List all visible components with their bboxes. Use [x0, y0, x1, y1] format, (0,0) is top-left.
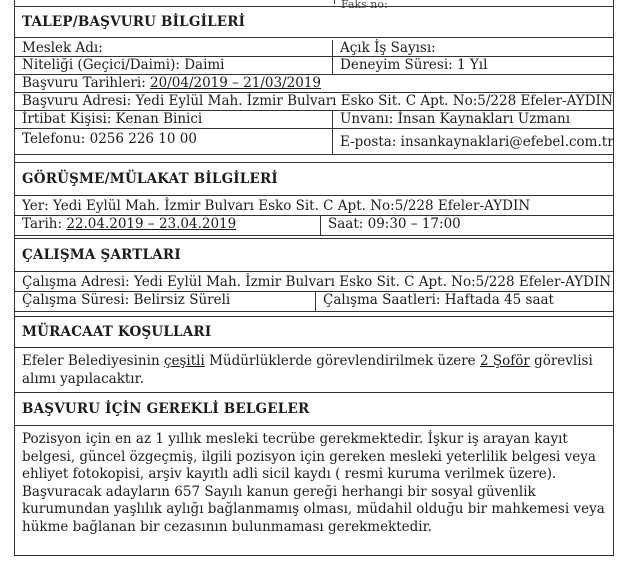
section-title-conditions: ÇALIŞMA ŞARTLARI	[14, 238, 614, 272]
phone-field: Telefonu: 0256 226 10 00	[22, 131, 197, 147]
row-application-address	[14, 93, 614, 111]
section-title-application: TALEP/BAŞVURU BİLGİLERİ	[14, 6, 614, 38]
application-dates: Başvuru Tarihleri: 20/04/2019 – 21/03/2019	[22, 75, 321, 91]
work-duration: Çalışma Süresi: Belirsiz Süreli	[22, 292, 231, 308]
contact-person: İrtibat Kişisi: Kenan Binici	[22, 111, 203, 127]
terms-line-2: alımı yapılacaktır.	[22, 370, 144, 387]
work-hours: Çalışma Saatleri: Haftada 45 saat	[323, 292, 554, 308]
documents-line: ehliyet fotokopisi, arşiv kayıtlı adli sicil kaydı ( resmi kuruma verilmek üzere).	[22, 466, 557, 482]
documents-line: hükme bağlanan bir cezasının bulunmaması gerekmektedir.	[22, 518, 432, 535]
row-work-address	[14, 274, 614, 292]
documents-line: belgesi, güncel özgeçmiş, ilgili pozisyon için gereken mesleki yeterlilik belgesi veya	[22, 448, 596, 465]
contact-title: Unvanı: İnsan Kaynakları Uzmanı	[340, 111, 571, 127]
row-contact	[14, 111, 614, 129]
work-address: Çalışma Adresi: Yedi Eylül Mah. İzmir Bulvarı Esko Sit. C Apt. No:5/228 Efeler-AYDIN	[22, 274, 612, 290]
experience-field: Deneyim Süresi: 1 Yıl	[340, 57, 488, 73]
terms-text	[14, 353, 614, 388]
row-occupation	[14, 40, 614, 57]
interview-time: Saat: 09:30 – 17:00	[328, 216, 461, 232]
row-interview-date	[14, 216, 614, 236]
email-field: E-posta: insankaynaklari@efebel.com.tr	[340, 134, 614, 150]
section-title-terms: MÜRACAAT KOŞULLARI	[14, 316, 614, 348]
row-phone-email	[14, 129, 614, 155]
interview-place: Yer: Yedi Eylül Mah. İzmir Bulvarı Esko Sit. C Apt. No:5/228 Efeler-AYDIN	[22, 198, 531, 214]
documents-line: Pozisyon için en az 1 yıllık mesleki tecrübe gerekmektedir. İşkur iş arayan kayıt	[22, 431, 568, 447]
occupation-label: Meslek Adı:	[22, 40, 103, 56]
documents-line: Başvuracak adayların 657 Sayılı kanun gereği herhangi bir sosyal güvenlik	[22, 483, 536, 500]
terms-line-1: Efeler Belediyesinin çeşitli Müdürlüklerde görevlendirilmek üzere 2 Şoför görevlisi	[22, 353, 593, 369]
application-dates-value: 20/04/2019 – 21/03/2019	[150, 75, 321, 91]
documents-text	[14, 431, 614, 536]
row-work-duration	[14, 292, 614, 312]
section-title-interview: GÖRÜŞME/MÜLAKAT BİLGİLERİ	[14, 162, 614, 196]
terms-driver-count: 2 Şoför	[479, 353, 530, 369]
row-nature	[14, 57, 614, 75]
open-positions-label: Açık İş Sayısı:	[340, 40, 436, 56]
job-posting-form	[14, 0, 614, 560]
row-interview-place	[14, 198, 614, 216]
application-address: Başvuru Adresi: Yedi Eylül Mah. İzmir Bulvarı Esko Sit. C Apt. No:5/228 Efeler-AYDIN	[22, 93, 613, 109]
documents-line: kurumundan yaşlılık aylığı bağlanmamış olması, müdahil olduğu bir mahkemesi veya	[22, 501, 605, 517]
interview-date-value: 22.04.2019 – 23.04.2019	[66, 216, 237, 232]
table-bottom-border	[14, 555, 614, 556]
terms-various: çeşitli	[163, 353, 205, 369]
nature-field: Niteliği (Geçici/Daimi): Daimi	[22, 57, 225, 73]
fax-label-stub: Faks no:	[334, 0, 388, 4]
section-title-documents: BAŞVURU İÇİN GEREKLİ BELGELER	[14, 392, 614, 426]
interview-date: Tarih: 22.04.2019 – 23.04.2019	[22, 216, 237, 232]
row-application-dates	[14, 75, 614, 93]
